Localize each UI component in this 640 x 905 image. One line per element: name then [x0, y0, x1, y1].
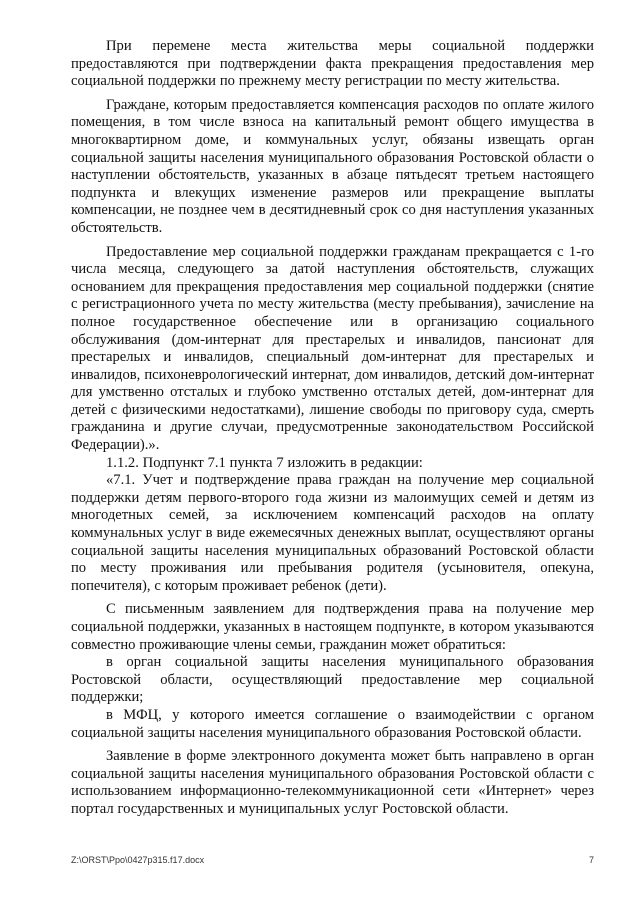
document-body [71, 38, 594, 819]
paragraph-residence-change: При перемене места жительства меры социальной поддержки предоставляются при подтверждении факта прекращения предоставления мер социальной поддержки по прежнему месту регистрации по месту жительства. [71, 38, 594, 90]
footer-page-number: 7 [588, 855, 594, 865]
footer-file-path: Z:\ORST\Ppo\0427p315.f17.docx [71, 855, 205, 865]
paragraph-notification-duty: Граждане, которым предоставляется компенсация расходов по оплате жилого помещения, в том числе взноса на капитальный ремонт общего имущества в многоквартирном доме, и коммунальных услуг, обязаны извещать орган социальной защиты населения муниципального образования Ростовской области о наступлении обстоятельств, указанных в абзаце пятьдесят третьем настоящего подпункта и влекущих изменение размеров или прекращение выплаты компенсации, не позднее чем в десятидневный срок со дня наступления указанных обстоятельств. [71, 96, 594, 236]
paragraph-amendment-1-1-2: 1.1.2. Подпункт 7.1 пункта 7 изложить в редакции: [106, 454, 423, 471]
paragraph-electronic-application: Заявление в форме электронного документа может быть направлено в орган социальной защиты населения муниципального образования Ростовской области с использованием информационно-телекоммуникационной сети «Интернет» через портал государственных и муниципальных услуг Ростовской области. [71, 748, 594, 817]
paragraph-subclause-7-1: «7.1. Учет и подтверждение права граждан на получение мер социальной поддержки детям первого-второго года жизни из малоимущих семей и детям из многодетных семей, за исключением компенсаций расходов на оплату коммунальных услуг в виде ежемесячных денежных выплат, осуществляют органы социальной защиты населения муниципальных образований Ростовской области по месту проживания или пребывания родителя (усыновителя, опекуна, попечителя), с которым проживает ребенок (дети). [71, 472, 594, 594]
paragraph-termination: Предоставление мер социальной поддержки гражданам прекращается с 1-го числа месяца, следующего за датой наступления обстоятельств, служащих основанием для прекращения предоставления мер социальной поддержки (снятие с регистрационного учета по месту жительства (месту пребывания), зачисление на полное государственное обеспечение или в организацию социального обслуживания (дом-интернат для престарелых и инвалидов, пансионат для престарелых и инвалидов, специальный дом-интернат для престарелых и инвалидов, психоневрологический интернат, дом инвалидов, детский дом-интернат для умственно отсталых и глубоко умственно отсталых детей, дом-интернат для детей с физическими недостатками), лишение свободы по приговору суда, смерть гражданина и другие случаи, предусмотренные законодательством Российской Федерации).». [71, 243, 594, 454]
paragraph-application: С письменным заявлением для подтверждения права на получение мер социальной поддержки, указанных в настоящем подпункте, в котором указываются совместно проживающие члены семьи, гражданин может обратиться: [71, 601, 594, 653]
paragraph-option-mfc: в МФЦ, у которого имеется соглашение о взаимодействии с органом социальной защиты населения муниципального образования Ростовской области. [71, 706, 594, 741]
paragraph-option-social-authority: в орган социальной защиты населения муниципального образования Ростовской области, осуществляющий предоставление мер социальной поддержки; [71, 654, 594, 706]
